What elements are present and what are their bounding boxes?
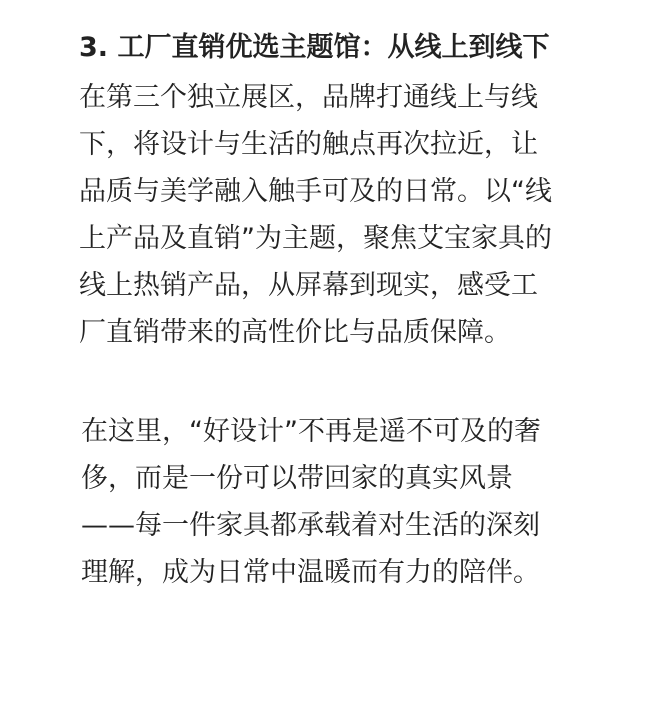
paragraph-line: 上产品及直销”为主题，聚焦艾宝家具的 [79,223,552,254]
paragraph-line: 线上热销产品，从屏幕到现实，感受工 [79,270,538,301]
paragraph-line: ——每一件家具都承载着对生活的深刻 [81,510,540,541]
paragraph-line: 厂直销带来的高性价比与品质保障。 [79,317,511,348]
section-heading: 3. 工厂直销优选主题馆：从线上到线下 [79,32,550,63]
paragraph-line: 在第三个独立展区，品牌打通线上与线 [79,82,538,113]
paragraph-line: 在这里，“好设计”不再是遥不可及的奢 [81,416,541,447]
paragraph-line: 侈，而是一份可以带回家的真实风景 [81,463,513,494]
paragraph-line: 理解，成为日常中温暖而有力的陪伴。 [81,557,540,588]
paragraph-1 [79,74,599,356]
paragraph-2 [81,408,601,596]
paragraph-line: 品质与美学融入触手可及的日常。以“线 [79,176,552,207]
paragraph-line: 下，将设计与生活的触点再次拉近，让 [79,129,538,160]
